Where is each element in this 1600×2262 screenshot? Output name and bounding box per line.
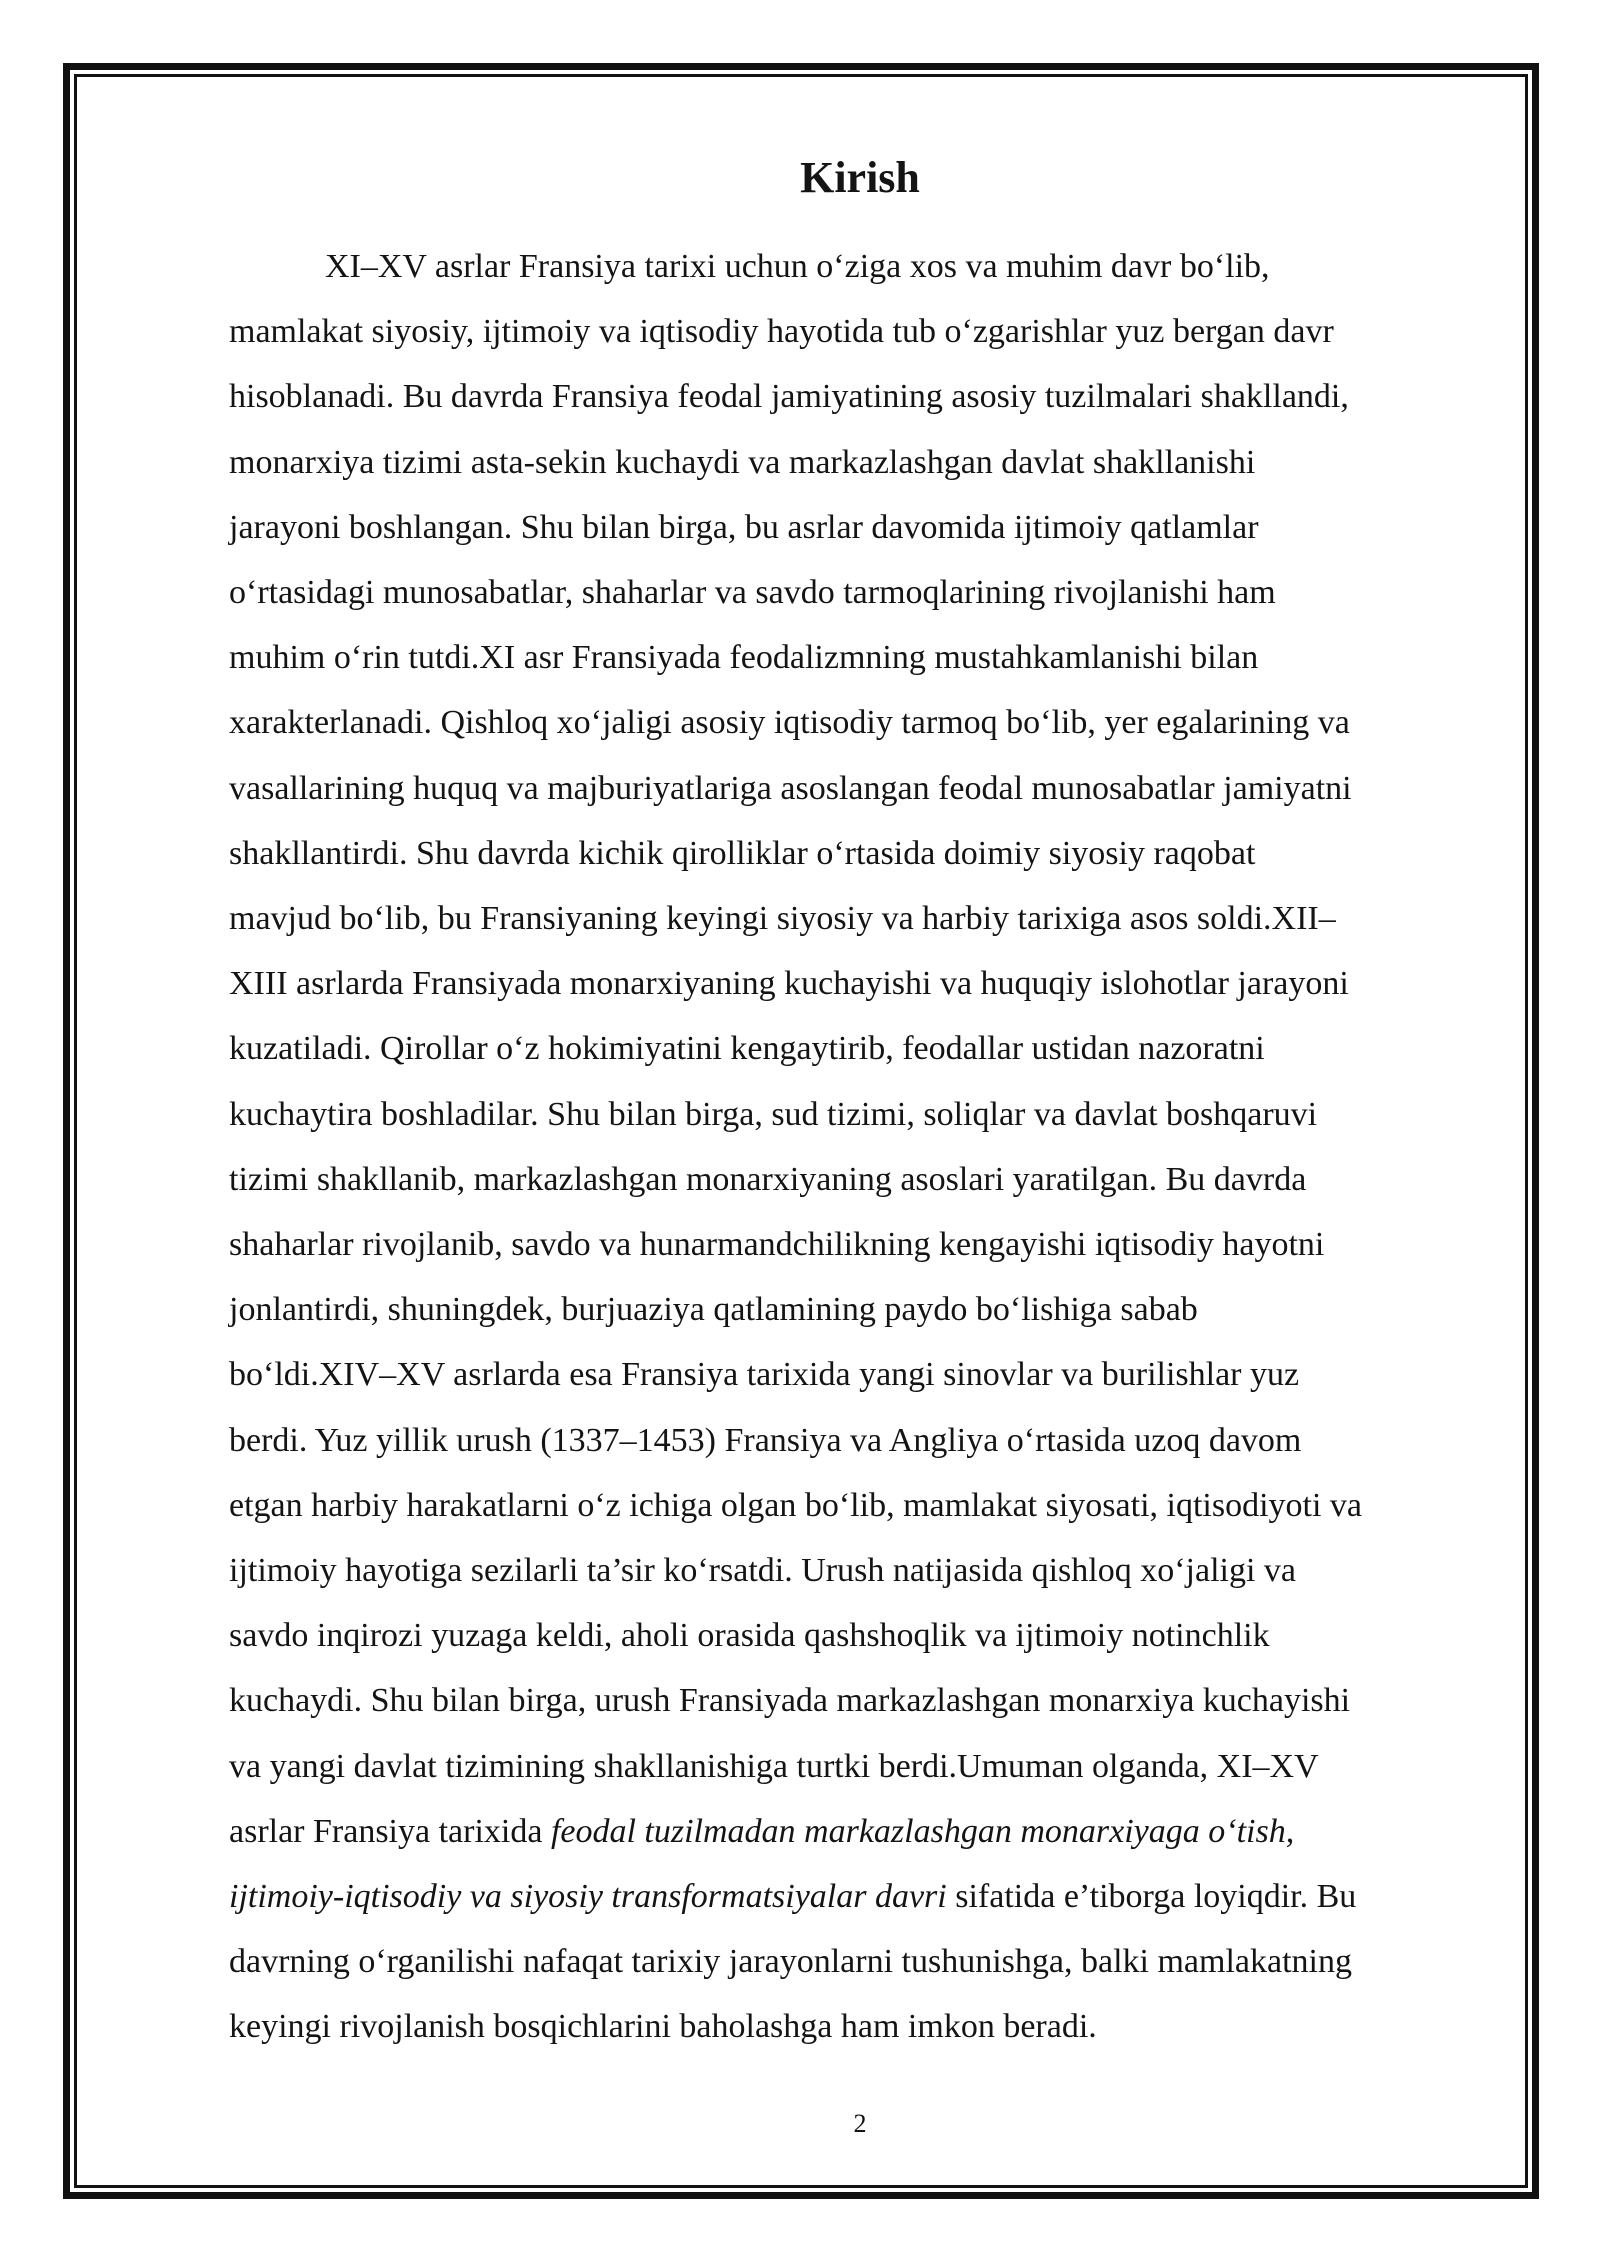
text-line: jonlantirdi, shuningdek, burjuaziya qatlamining paydo bo‘lishiga sabab — [229, 1291, 1198, 1329]
section-heading: Kirish — [800, 153, 920, 202]
text-line: hisoblanadi. Bu davrda Fransiya feodal jamiyatining asosiy tuzilmalari shakllandi, — [229, 378, 1349, 416]
text-line: savdo inqirozi yuzaga keldi, aholi orasida qashshoqlik va ijtimoiy notinchlik — [229, 1617, 1270, 1655]
text-line: mamlakat siyosiy, ijtimoiy va iqtisodiy hayotida tub o‘zgarishlar yuz bergan davr — [229, 313, 1334, 351]
text-line: kuzatiladi. Qirollar o‘z hokimiyatini kengaytirib, feodallar ustidan nazoratni — [229, 1030, 1265, 1068]
text-line: kuchaydi. Shu bilan birga, urush Fransiyada markazlashgan monarxiya kuchayishi — [229, 1682, 1351, 1720]
italic-phrase: ijtimoiy-iqtisodiy va siyosiy transformatsiyalar davri — [229, 1878, 947, 1916]
body-paragraph — [229, 234, 1489, 2060]
page-number: 2 — [853, 2109, 867, 2138]
text-line: shakllantirdi. Shu davrda kichik qirolliklar o‘rtasida doimiy siyosiy raqobat — [229, 834, 1256, 872]
text-segment: asrlar Fransiya tarixida — [229, 1812, 551, 1850]
text-line: bo‘ldi.XIV–XV asrlarda esa Fransiya tarixida yangi sinovlar va burilishlar yuz — [229, 1356, 1300, 1394]
text-line — [229, 1799, 1489, 1864]
text-line: davrning o‘rganilishi nafaqat tarixiy jarayonlarni tushunishga, balki mamlakatning — [229, 1943, 1352, 1981]
text-line: etgan harbiy harakatlarni o‘z ichiga olgan bo‘lib, mamlakat siyosati, iqtisodiyoti va — [229, 1486, 1363, 1524]
text-line — [229, 1864, 1489, 1929]
text-line: ijtimoiy hayotiga sezilarli ta’sir ko‘rsatdi. Urush natijasida qishloq xo‘jaligi va — [229, 1552, 1297, 1590]
text-line: muhim o‘rin tutdi.XI asr Fransiyada feodalizmning mustahkamlanishi bilan — [229, 639, 1259, 677]
text-line: monarxiya tizimi asta-sekin kuchaydi va markazlashgan davlat shakllanishi — [229, 443, 1256, 481]
italic-phrase: feodal tuzilmadan markazlashgan monarxiyaga o‘tish, — [550, 1812, 1295, 1850]
text-line: vasallarining huquq va majburiyatlariga asoslangan feodal munosabatlar jamiyatni — [229, 769, 1352, 807]
text-line: shaharlar rivojlanib, savdo va hunarmandchilikning kengayishi iqtisodiy hayotni — [229, 1226, 1325, 1264]
text-line: XIII asrlarda Fransiyada monarxiyaning kuchayishi va huquqiy islohotlar jarayoni — [229, 965, 1349, 1003]
text-line: berdi. Yuz yillik urush (1337–1453) Fransiya va Angliya o‘rtasida uzoq davom — [229, 1421, 1302, 1459]
text-line: va yangi davlat tizimining shakllanishiga turtki berdi.Umuman olganda, XI–XV — [229, 1747, 1319, 1785]
text-line: kuchaytira boshladilar. Shu bilan birga, sud tizimi, soliqlar va davlat boshqaruvi — [229, 1095, 1318, 1133]
text-line: keyingi rivojlanish bosqichlarini baholashga ham imkon beradi. — [229, 2008, 1097, 2046]
text-line: o‘rtasidagi munosabatlar, shaharlar va savdo tarmoqlarining rivojlanishi ham — [229, 574, 1276, 612]
text-segment: sifatida e’tiborga loyiqdir. Bu — [946, 1878, 1357, 1916]
text-line: xarakterlanadi. Qishloq xo‘jaligi asosiy iqtisodiy tarmoq bo‘lib, yer egalarining va — [229, 704, 1350, 742]
text-line: XI–XV asrlar Fransiya tarixi uchun o‘ziga xos va muhim davr bo‘lib, — [325, 248, 1270, 285]
text-line: jarayoni boshlangan. Shu bilan birga, bu asrlar davomida ijtimoiy qatlamlar — [229, 508, 1259, 546]
text-line: mavjud bo‘lib, bu Fransiyaning keyingi siyosiy va harbiy tarixiga asos soldi.XII– — [229, 900, 1336, 938]
text-line: tizimi shakllanib, markazlashgan monarxiyaning asoslari yaratilgan. Bu davrda — [229, 1160, 1307, 1198]
